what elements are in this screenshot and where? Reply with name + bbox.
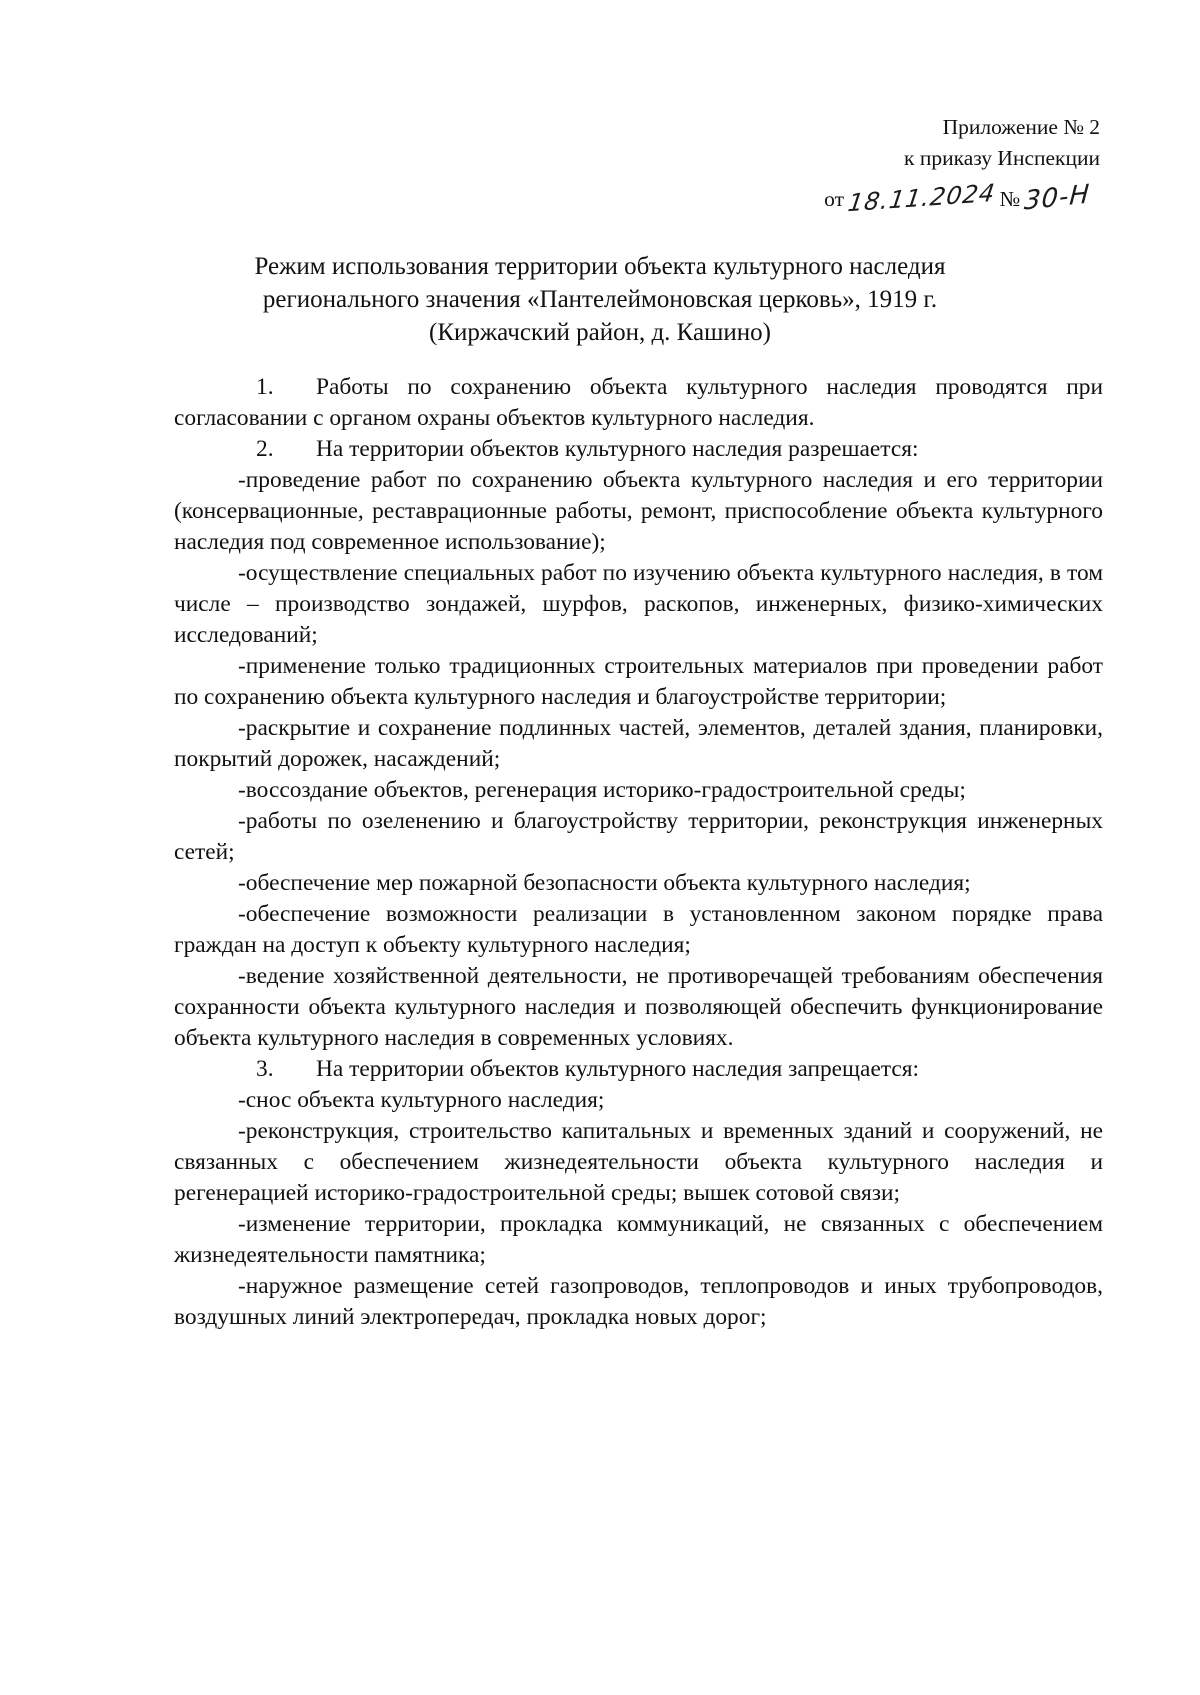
to-order-line: к приказу Инспекции — [904, 146, 1100, 170]
handwritten-number: 30-Н — [1023, 179, 1091, 217]
from-label: от — [824, 187, 845, 211]
item-3 — [174, 1054, 1103, 1085]
allowed-item: -осуществление специальных работ по изучению объекта культурного наследия, в том числе – производство зондажей, шурфов, раскопов, инженерных, физико-химических исследований; — [174, 560, 1103, 648]
allowed-item: -раскрытие и сохранение подлинных частей, элементов, деталей здания, планировки, покрытий дорожек, насаждений; — [174, 715, 1103, 772]
prohibited-item: -снос объекта культурного наследия; — [238, 1087, 605, 1113]
item-1 — [174, 372, 1103, 434]
allowed-item: -обеспечение возможности реализации в установленном законом порядке права граждан на доступ к объекту культурного наследия; — [174, 901, 1103, 958]
title-line-1: Режим использования территории объекта культурного наследия — [254, 253, 946, 280]
handwritten-date: 18.11.2024 — [846, 178, 998, 218]
allowed-item: -воссоздание объектов, регенерация историко-градостроительной среды; — [238, 777, 966, 803]
item-1-text: Работы по сохранению объекта культурного наследия проводятся при согласовании с органом охраны объектов культурного наследия. — [174, 374, 1103, 431]
allowed-item: -обеспечение мер пожарной безопасности объекта культурного наследия; — [238, 870, 971, 896]
item-3-text: На территории объектов культурного наследия запрещается: — [316, 1056, 919, 1082]
prohibited-item: -изменение территории, прокладка коммуникаций, не связанных с обеспечением жизнедеятельности памятника; — [174, 1211, 1103, 1268]
item-3-number: 3. — [256, 1056, 274, 1082]
item-2 — [174, 434, 1103, 465]
appendix-line: Приложение № 2 — [942, 115, 1100, 139]
order-date-number — [824, 178, 1091, 218]
title-line-2: регионального значения «Пантелеймоновская церковь», 1919 г. — [262, 286, 938, 313]
prohibited-item: -реконструкция, строительство капитальных и временных зданий и сооружений, не связанных с обеспечением жизнедеятельности объекта культурного наследия и регенерацией историко-градостроительной среды; вышек сотовой связи; — [174, 1118, 1103, 1206]
appendix-header — [904, 112, 1100, 174]
item-2-number: 2. — [256, 436, 274, 462]
document-body — [174, 372, 1103, 1333]
prohibited-item: -наружное размещение сетей газопроводов, теплопроводов и иных трубопроводов, воздушных линий электропередач, прокладка новых дорог; — [174, 1273, 1103, 1330]
number-label: № — [999, 187, 1020, 211]
document-title — [170, 250, 1030, 349]
allowed-item: -применение только традиционных строительных материалов при проведении работ по сохранению объекта культурного наследия и благоустройстве территории; — [174, 653, 1103, 710]
allowed-item: -ведение хозяйственной деятельности, не противоречащей требованиям обеспечения сохранности объекта культурного наследия и позволяющей обеспечить функционирование объекта культурного наследия в современных условиях. — [174, 963, 1103, 1051]
item-2-text: На территории объектов культурного наследия разрешается: — [316, 436, 919, 462]
allowed-item: -работы по озеленению и благоустройству территории, реконструкция инженерных сетей; — [174, 808, 1103, 865]
item-1-number: 1. — [256, 374, 274, 400]
allowed-item: -проведение работ по сохранению объекта культурного наследия и его территории (консервационные, реставрационные работы, ремонт, приспособление объекта культурного наследия под современное использование); — [174, 467, 1103, 555]
title-line-3: (Киржачский район, д. Кашино) — [429, 319, 771, 346]
